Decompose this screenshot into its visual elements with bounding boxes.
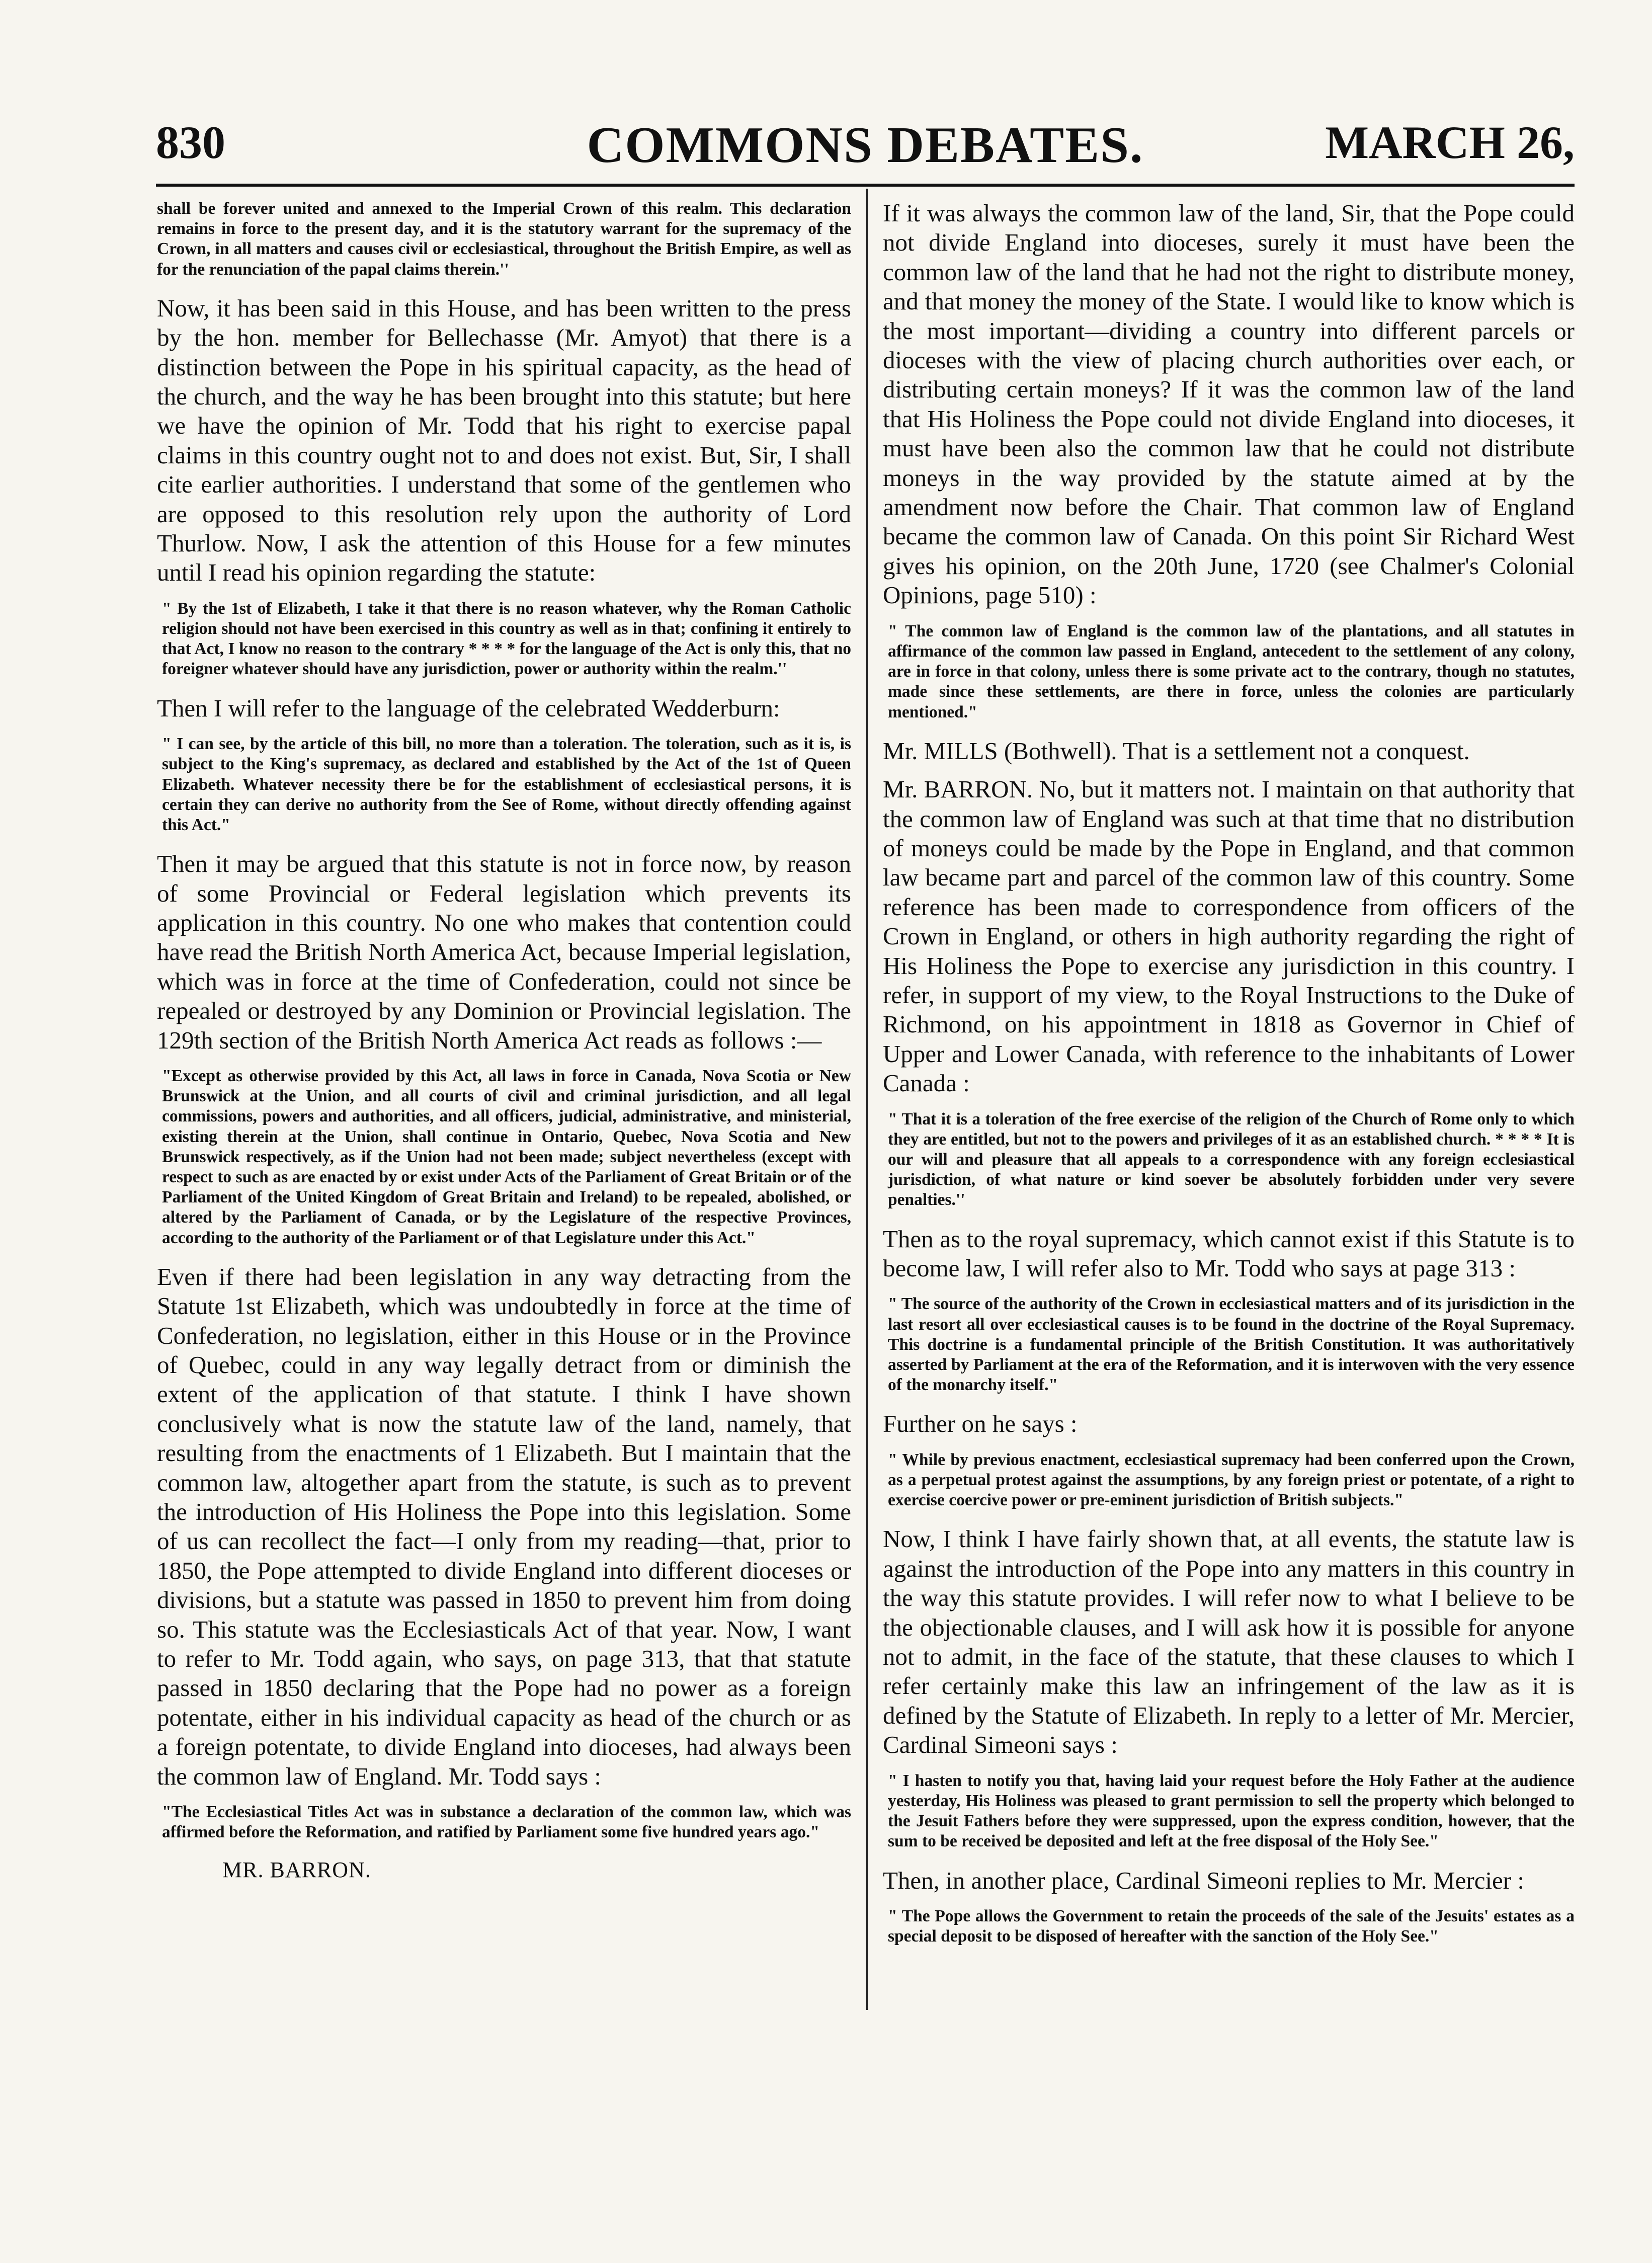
paragraph: Then I will refer to the language of the celebrated Wedderburn: [157,694,780,722]
speaker-signature: MR. BARRON. [222,1857,371,1882]
quote-block: " The Pope allows the Government to retain the proceeds of the sale of the Jesuits' estates as a special deposit to be disposed of hereafter with the sanction of the Holy See." [888,1906,1575,1946]
quote-block: " I can see, by the article of this bill, no more than a toleration. The toleration, such as it is, is subject to the King's supremacy, as declared and established by the Act of the 1st of Queen Elizabeth. Whatever necessity there be for the establishment of ecclesiastical persons, it is certain they can derive no authority from the See of Rome, without directly offending against this Act." [162,735,851,834]
left-column [157,199,851,1883]
quote-block: "The Ecclesiastical Titles Act was in substance a declaration of the common law, which was affirmed before the Reformation, and ratified by Parliament some five hundred years ago." [162,1803,851,1842]
right-column [883,199,1575,1961]
quote-block: " The source of the authority of the Crown in ecclesiastical matters and of its jurisdiction in the last resort all over ecclesiastical causes is to be found in the doctrine of the Royal Supremacy. This doctrine is a fundamental principle of the British Constitution. It was authoritatively asserted by Parliament at the era of the Reformation, and it is interwoven with the very essence of the monarchy itself." [888,1295,1575,1395]
paragraph: Mr. BARRON. No, but it matters not. I maintain on that authority that the common law of England was such at that time that no distribution of moneys could be made by the Pope in England, and that common law became part and parcel of the common law of this country. Some reference has been made to correspondence from officers of the Crown in England, or others in high authority regarding the right of His Holiness the Pope to exercise any jurisdiction in this country. I refer, in support of my view, to the Royal Instructions to the Duke of Richmond, on his appointment in 1818 as Governor in Chief of Upper and Lower Canada, with reference to the inhabitants of Lower Canada : [883,775,1575,1097]
quote-block: " While by previous enactment, ecclesiastical supremacy had been conferred upon the Crown, as a perpetual protest against the assumptions, by any foreign priest or potentate, of a right to exercise coercive power or pre-eminent jurisdiction of British subjects." [888,1450,1575,1510]
quote-block: " The common law of England is the common law of the plantations, and all statutes in affirmance of the common law passed in England, antecedent to the settlement of any colony, are in force in that colony, unless there is some private act to the contrary, though no statutes, made since these settlements, are there in force, unless the colonies are particularly mentioned." [888,621,1575,721]
paragraph: Then as to the royal supremacy, which cannot exist if this Statute is to become law, I will refer also to Mr. Todd who says at page 313 : [883,1225,1575,1282]
paragraph: If it was always the common law of the land, Sir, that the Pope could not divide England into dioceses, surely it must have been the common law of the land that he had not the right to distribute money, and that money the money of the State. I would like to know which is the most important—dividing a country into different parcels or dioceses with the view of placing church authorities over each, or distributing certain moneys? If it was the common law of the land that His Holiness the Pope could not divide England into dioceses, it must have been also the common law that he could not distribute moneys in the way provided by the statute aimed at by the amendment now before the Chair. That common law of England became the common law of Canada. On this point Sir Richard West gives his opinion, on the 20th June, 1720 (see Chalmer's Colonial Opinions, page 510) : [883,199,1575,609]
column-divider [866,189,868,2010]
paragraph: Now, it has been said in this House, and has been written to the press by the hon. member for Bellechasse (Mr. Amyot) that there is a distinction between the Pope in his spiritual capacity, as the head of the church, and the way he has been brought into this statute; but here we have the opinion of Mr. Todd that his right to exercise papal claims in this country ought not to and does not exist. But, Sir, I shall cite earlier authorities. I understand that some of the gentlemen who are opposed to this resolution rely upon the authority of Lord Thurlow. Now, I ask the attention of this House for a few minutes until I read his opinion regarding the statute: [157,294,851,587]
page-number: 830 [156,117,225,168]
page-header [156,106,1575,174]
paragraph: Then, in another place, Cardinal Simeoni replies to Mr. Mercier : [883,1866,1524,1894]
paragraph: Further on he says : [883,1410,1078,1438]
paragraph: Mr. MILLS (Bothwell). That is a settlement not a conquest. [883,737,1470,765]
quote-block: shall be forever united and annexed to the Imperial Crown of this realm. This declaration remains in force to the present day, and it is the statutory warrant for the supremacy of the Crown, in all matters and causes civil or ecclesiastical, throughout the British Empire, as well as for the renunciation of the papal claims therein.'' [157,199,851,279]
page-title: COMMONS DEBATES. [587,117,1144,174]
paragraph: Then it may be argued that this statute is not in force now, by reason of some Provincial or Federal legislation which prevents its application in this country. No one who makes that contention could have read the British North America Act, because Imperial legislation, which was in force at the time of Confederation, could not since be repealed or destroyed by any Dominion or Provincial legislation. The 129th section of the British North America Act reads as follows :— [157,850,851,1054]
quote-block: " By the 1st of Elizabeth, I take it that there is no reason whatever, why the Roman Catholic religion should not have been exercised in this country as well as in that; confining it entirely to that Act, I know no reason to the contrary * * * * for the language of the Act is only this, that no foreigner whatever should have any jurisdiction, power or authority within the realm.'' [162,599,851,679]
quote-block: "Except as otherwise provided by this Act, all laws in force in Canada, Nova Scotia or New Brunswick at the Union, and all courts of civil and criminal jurisdiction, and all legal commissions, powers and authorities, and all officers, judicial, administrative, and ministerial, existing therein at the Union, shall continue in Ontario, Quebec, Nova Scotia and New Brunswick respectively, as if the Union had not been made; subject nevertheless (except with respect to such as are enacted by or exist under Acts of the Parliament of Great Britain or of the Parliament of the United Kingdom of Great Britain and Ireland) to be repealed, abolished, or altered by the Parliament of Canada, or by the Legislature of the respective Provinces, according to the authority of the Parliament or of that Legislature under this Act." [162,1066,851,1247]
quote-block: " I hasten to notify you that, having laid your request before the Holy Father at the audience yesterday, His Holiness was pleased to grant permission to sell the property which belonged to the Jesuit Fathers before they were suppressed, upon the express condition, however, that the sum to be received be deposited and left at the free disposal of the Holy See." [888,1771,1575,1851]
paragraph: Even if there had been legislation in any way detracting from the Statute 1st Elizabeth, which was undoubtedly in force at the time of Confederation, no legislation, either in this House or in the Province of Quebec, could in any way legally detract from or diminish the extent of the application of that statute. I think I have shown conclusively what is now the statute law of the land, namely, that resulting from the enactments of 1 Elizabeth. But I maintain that the common law, altogether apart from the statute, is such as to prevent the introduction of His Holiness the Pope into this legislation. Some of us can recollect the fact—I only from my reading—that, prior to 1850, the Pope attempted to divide England into different dioceses or divisions, but a statute was passed in 1850 to prevent him from doing so. This statute was the Ecclesiasticals Act of that year. Now, I want to refer to Mr. Todd again, who says, on page 313, that that statute passed in 1850 declaring that the Pope had no power as a foreign potentate, either in his individual capacity as head of the church or as a foreign potentate, to divide England into dioceses, had always been the common law of England. Mr. Todd says : [157,1262,851,1790]
quote-block: " That it is a toleration of the free exercise of the religion of the Church of Rome only to which they are entitled, but not to the powers and privileges of it as an established church. * * * * It is our will and pleasure that all appeals to a correspondence with any foreign ecclesiastical jurisdiction, of what nature or kind soever be absolutely forbidden under very severe penalties.'' [888,1109,1575,1209]
paragraph: Now, I think I have fairly shown that, at all events, the statute law is against the introduction of the Pope into any matters in this country in the way this statute provides. I will refer now to what I believe to be the objectionable clauses, and I will ask how it is possible for anyone not to admit, in the face of the statute, that these clauses to which I refer certainly make this law an infringement of the law as it is defined by the Statute of Elizabeth. In reply to a letter of Mr. Mercier, Cardinal Simeoni says : [883,1525,1575,1759]
header-rule [156,184,1575,187]
page-date: MARCH 26, [1325,117,1575,168]
